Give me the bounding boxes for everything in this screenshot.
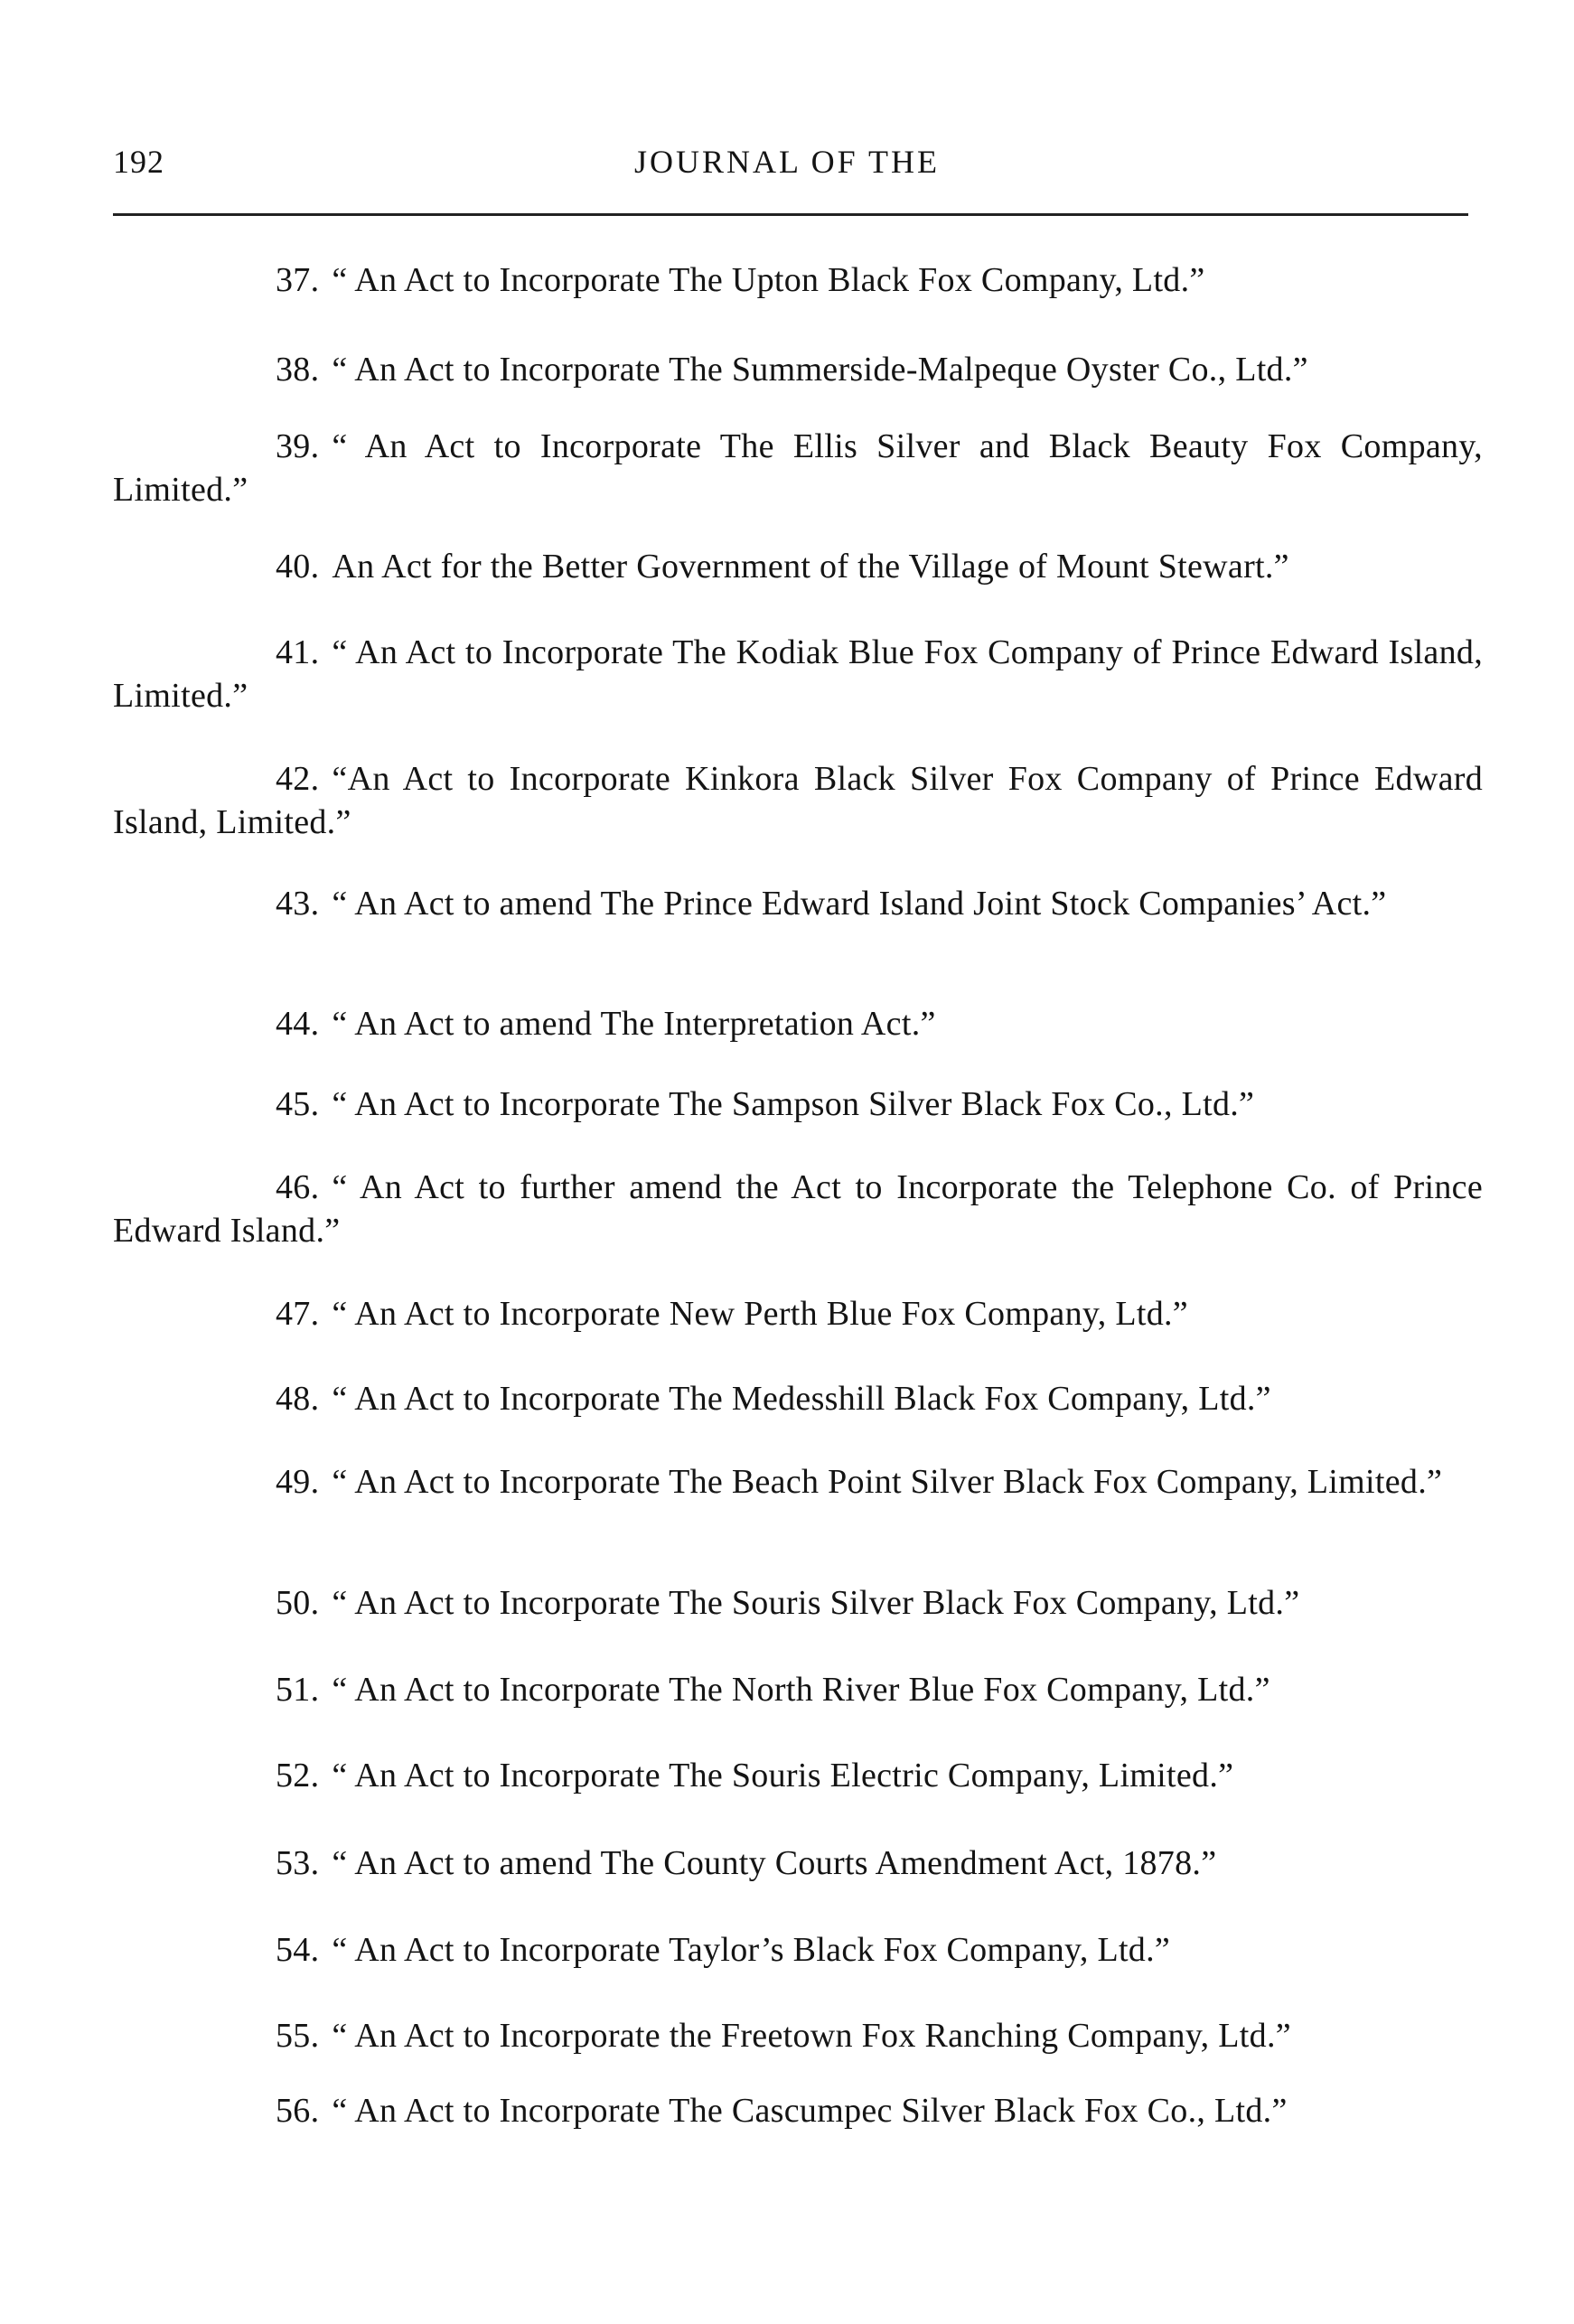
act-entry: [113, 1841, 1483, 1885]
act-title: “An Act to Incorporate Kinkora Black Silver Fox Company of Prince Edward Island, Limited.”: [113, 760, 1483, 841]
act-title: “ An Act to amend The Prince Edward Island Joint Stock Companies’ Act.”: [332, 885, 1387, 923]
act-number: 46.: [276, 1168, 320, 1206]
act-entry: [113, 348, 1483, 391]
page-header: [113, 143, 1461, 188]
act-entry: [113, 425, 1483, 511]
act-entry: [113, 1928, 1483, 1972]
act-title: “ An Act to amend The Interpretation Act.”: [332, 1005, 936, 1043]
header-rule: [113, 213, 1468, 216]
act-number: 44.: [276, 1005, 320, 1043]
act-title: “ An Act to Incorporate The Souris Electric Company, Limited.”: [332, 1757, 1234, 1795]
act-entry: [113, 258, 1483, 302]
act-number: 39.: [276, 427, 320, 465]
act-title: “ An Act to Incorporate New Perth Blue Fox Company, Ltd.”: [332, 1295, 1188, 1333]
act-number: 40.: [276, 548, 320, 586]
act-title: “ An Act to amend The County Courts Amendment Act, 1878.”: [332, 1844, 1217, 1882]
act-entry: [113, 1082, 1483, 1126]
act-entry: [113, 1754, 1483, 1797]
act-entry: [113, 1377, 1483, 1420]
act-number: 55.: [276, 2017, 320, 2055]
act-number: 43.: [276, 885, 320, 923]
act-title: “ An Act to Incorporate The Souris Silver Black Fox Company, Ltd.”: [332, 1584, 1300, 1622]
running-head: JOURNAL OF THE: [633, 144, 940, 180]
act-number: 38.: [276, 351, 320, 389]
act-number: 49.: [276, 1463, 320, 1501]
act-number: 42.: [276, 760, 320, 798]
act-title: “ An Act to Incorporate The North River Blue Fox Company, Ltd.”: [332, 1671, 1270, 1709]
act-title: “ An Act to Incorporate The Ellis Silver and Black Beauty Fox Company, Limited.”: [113, 427, 1483, 509]
act-title: “ An Act to Incorporate the Freetown Fox Ranching Company, Ltd.”: [332, 2017, 1291, 2055]
act-entry: [113, 882, 1483, 925]
act-number: 47.: [276, 1295, 320, 1333]
act-title: “ An Act to Incorporate The Upton Black Fox Company, Ltd.”: [332, 261, 1205, 299]
act-number: 37.: [276, 261, 320, 299]
act-entry: [113, 757, 1483, 844]
act-title: “ An Act to Incorporate The Kodiak Blue Fox Company of Prince Edward Island, Limited.”: [113, 633, 1483, 715]
act-title: An Act for the Better Government of the Village of Mount Stewart.”: [332, 548, 1289, 586]
act-entry: [113, 1166, 1483, 1252]
act-entry: [113, 2014, 1483, 2057]
act-number: 56.: [276, 2092, 320, 2130]
act-number: 50.: [276, 1584, 320, 1622]
act-title: “ An Act to Incorporate The Summerside-Malpeque Oyster Co., Ltd.”: [332, 351, 1308, 389]
act-number: 45.: [276, 1085, 320, 1123]
act-entry: [113, 545, 1483, 588]
act-title: “ An Act to Incorporate The Medesshill Black Fox Company, Ltd.”: [332, 1380, 1271, 1418]
act-entry: [113, 1668, 1483, 1711]
act-entry: [113, 631, 1483, 717]
act-number: 52.: [276, 1757, 320, 1795]
act-entry: [113, 1460, 1483, 1504]
act-entry: [113, 1002, 1483, 1045]
act-title: “ An Act to Incorporate The Sampson Silver Black Fox Co., Ltd.”: [332, 1085, 1255, 1123]
act-title: “ An Act to Incorporate The Cascumpec Silver Black Fox Co., Ltd.”: [332, 2092, 1288, 2130]
act-entry: [113, 1292, 1483, 1335]
act-number: 41.: [276, 633, 320, 671]
act-number: 48.: [276, 1380, 320, 1418]
act-title: “ An Act to Incorporate The Beach Point Silver Black Fox Company, Limited.”: [332, 1463, 1443, 1501]
act-entry: [113, 2089, 1483, 2132]
page-number: 192: [113, 144, 164, 180]
act-number: 54.: [276, 1931, 320, 1969]
act-title: “ An Act to further amend the Act to Incorporate the Telephone Co. of Prince Edward Island.”: [113, 1168, 1483, 1250]
act-entry: [113, 1581, 1483, 1625]
act-number: 51.: [276, 1671, 320, 1709]
act-number: 53.: [276, 1844, 320, 1882]
act-title: “ An Act to Incorporate Taylor’s Black Fox Company, Ltd.”: [332, 1931, 1171, 1969]
